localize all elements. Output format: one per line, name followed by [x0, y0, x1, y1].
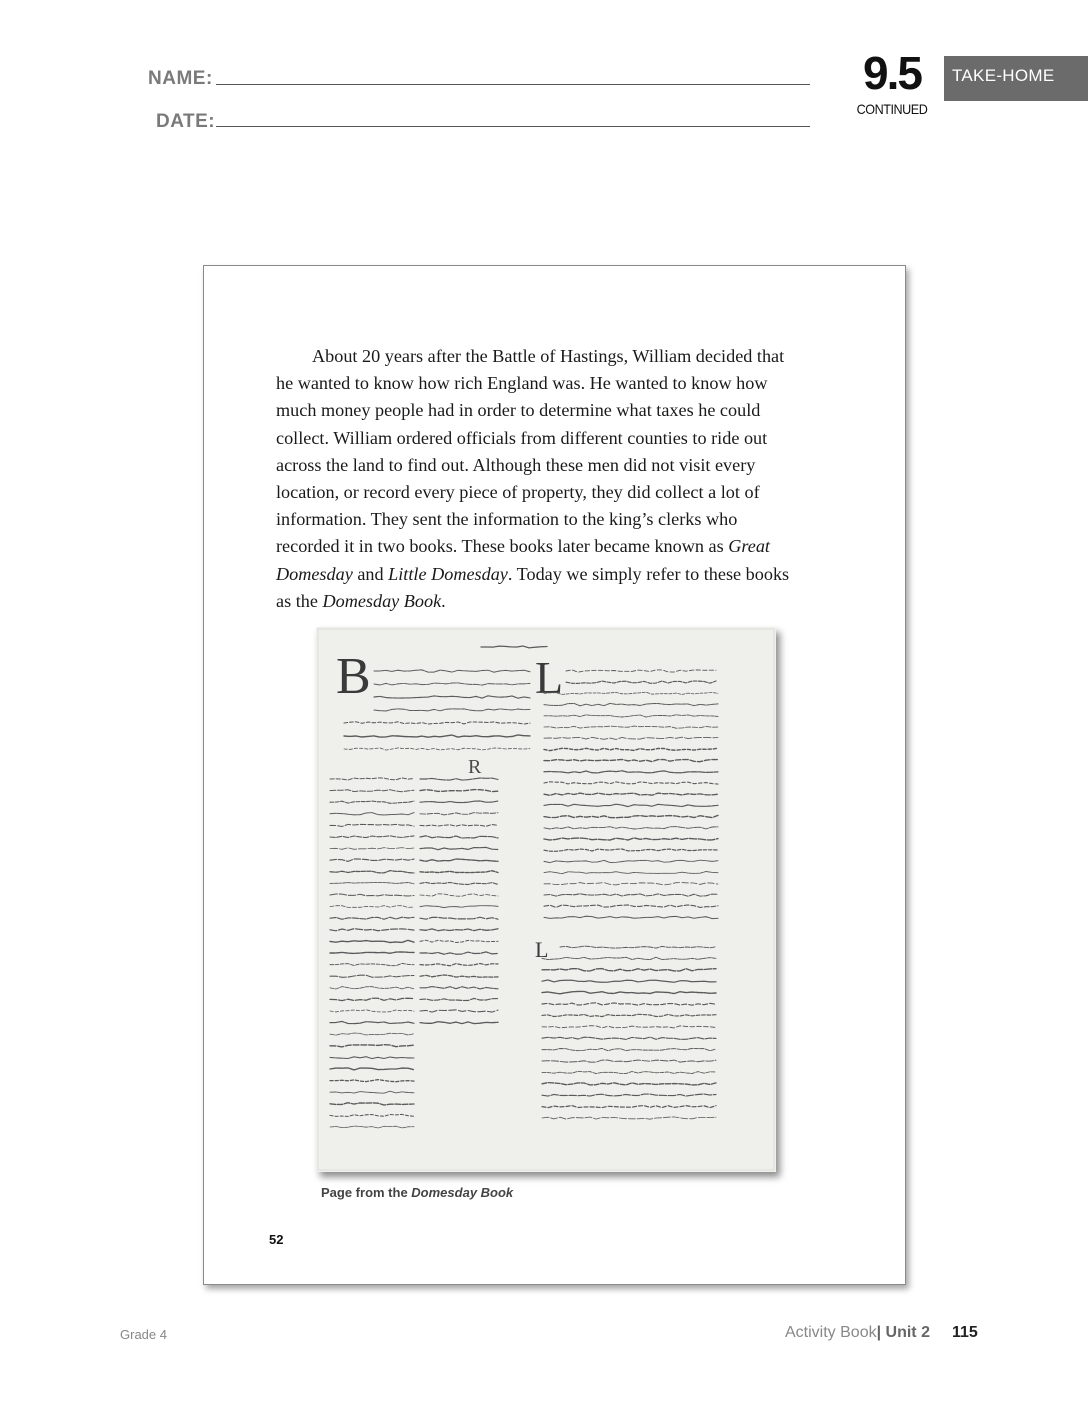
svg-text:R: R: [468, 756, 482, 778]
little-domesday-title: Little Domesday: [388, 563, 508, 584]
name-line[interactable]: [216, 84, 810, 85]
footer-unit: [881, 1324, 930, 1341]
domesday-book-title: Domesday Book: [322, 590, 442, 611]
passage-line: [276, 561, 826, 588]
passage-line: location, or record every piece of property, they did collect a lot of: [276, 482, 760, 503]
manuscript-illustration: [316, 627, 776, 1172]
passage-fragment: recorded it in two books. These books later became known as: [276, 536, 729, 557]
svg-text:L: L: [535, 937, 549, 962]
passage-fragment: as the: [276, 590, 323, 611]
passage-fragment: . Today we simply refer to these books: [507, 563, 790, 584]
great-domesday-title: Great: [728, 536, 770, 557]
passage-line: [276, 588, 826, 615]
domesday-manuscript-image: [316, 627, 776, 1172]
passage-fragment: and: [352, 563, 389, 584]
passage-line: across the land to find out. Although these men did not visit every: [276, 454, 756, 475]
passage-text: [276, 343, 826, 615]
reader-page-number: 52: [269, 1232, 284, 1247]
footer-book-title: Activity Book: [785, 1324, 877, 1341]
caption-text: Page from the: [321, 1185, 412, 1200]
passage-line: he wanted to know how rich England was. He wanted to know how: [276, 373, 768, 394]
caption-title: Domesday Book: [411, 1185, 514, 1200]
passage-line: About 20 years after the Battle of Hastings, William decided that: [312, 346, 785, 366]
name-label: NAME:: [148, 68, 213, 89]
footer-separator: |: [876, 1324, 882, 1341]
passage-line: [276, 533, 826, 560]
passage-line: much money people had in order to determine what taxes he could: [276, 400, 761, 421]
footer-page-number: 115: [951, 1324, 978, 1341]
passage-line: information. They sent the information to the king’s clerks who: [276, 509, 738, 530]
great-domesday-title-cont: Domesday: [276, 563, 353, 584]
continued-label: CONTINUED: [856, 101, 928, 117]
date-label: DATE:: [156, 111, 216, 132]
image-caption: [321, 1185, 513, 1200]
footer-book-info: [785, 1324, 978, 1342]
svg-text:L: L: [535, 652, 564, 703]
lesson-number: 9.5: [863, 47, 921, 99]
footer-grade: Grade 4: [120, 1327, 167, 1342]
reader-page-inset: [203, 265, 906, 1285]
passage-fragment: .: [441, 590, 446, 611]
svg-text:B: B: [336, 648, 371, 705]
passage-line: collect. William ordered officials from different counties to ride out: [276, 427, 768, 448]
take-home-badge: TAKE-HOME: [944, 56, 1088, 101]
date-line[interactable]: [216, 126, 810, 127]
footer-unit-text: Unit 2: [885, 1324, 930, 1341]
